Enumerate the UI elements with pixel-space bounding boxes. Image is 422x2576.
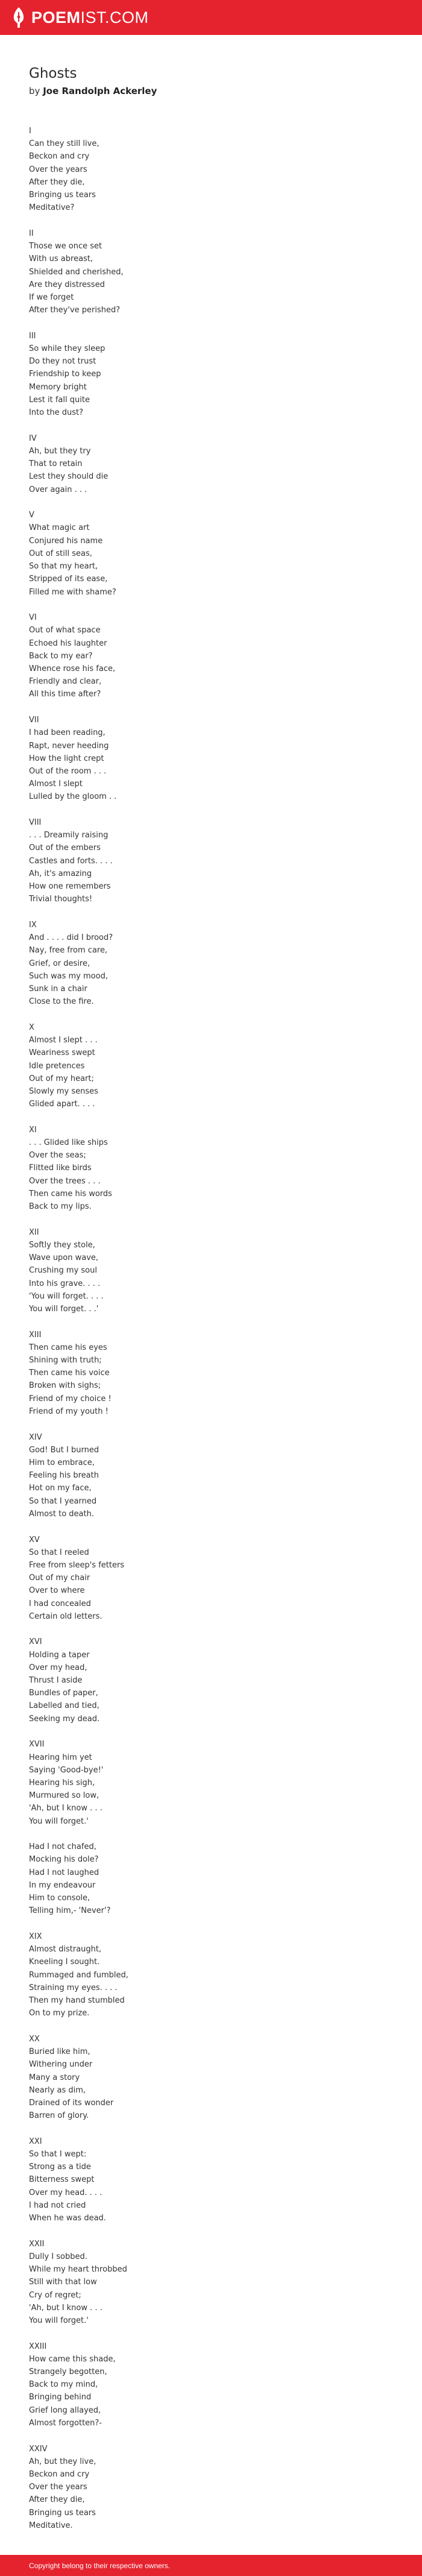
poem-line: Feeling his breath xyxy=(29,1471,99,1481)
poem-line: Withering under xyxy=(29,2060,93,2070)
poem-line: You will forget.' xyxy=(29,2316,89,2325)
poem-line: Out of the embers xyxy=(29,843,101,853)
poem-line: How came this shade, xyxy=(29,2354,116,2364)
poem-line: Ah, but they live, xyxy=(29,2457,96,2466)
poem-line: XVII xyxy=(29,1740,45,1749)
poem-line: Echoed his laughter xyxy=(29,638,107,648)
poem-line: Meditative. xyxy=(29,2521,73,2530)
copyright-text: Copyright belong to their respective owners. xyxy=(29,2562,171,2570)
stanza xyxy=(29,816,391,905)
poem-line: 'You will forget. . . . xyxy=(29,1291,104,1301)
poem-line: You will forget.' xyxy=(29,1816,89,1826)
poem-line: X xyxy=(29,1022,34,1032)
poem-line: Grief long allayed, xyxy=(29,2405,101,2415)
poem-line: XII xyxy=(29,1227,39,1237)
poem-line: Over to where xyxy=(29,1586,85,1596)
poem-line: Over the trees . . . xyxy=(29,1176,101,1186)
poem-line: Over the years xyxy=(29,165,87,174)
poem-line: Out of my heart; xyxy=(29,1074,94,1083)
poem-line: I xyxy=(29,127,31,136)
author-link[interactable]: Joe Randolph Ackerley xyxy=(43,86,157,96)
poem-line: Almost I slept . . . xyxy=(29,1036,98,1045)
poem-line: Seeking my dead. xyxy=(29,1714,100,1724)
poem-content xyxy=(29,65,391,2545)
poem-line: Kneeling I sought. xyxy=(29,1957,100,1967)
poem-line: So while they sleep xyxy=(29,344,106,354)
poem-line: So that my heart, xyxy=(29,562,98,572)
poem-line: Then came his voice xyxy=(29,1368,110,1378)
poem-line: Bundles of paper, xyxy=(29,1689,98,1698)
poem-line: XIII xyxy=(29,1330,42,1340)
poem-line: 'Ah, but I know . . . xyxy=(29,1804,102,1813)
stanza xyxy=(29,1021,391,1110)
poem-line: Almost to death. xyxy=(29,1509,94,1519)
poem-line: Hearing him yet xyxy=(29,1752,92,1762)
stanza xyxy=(29,2238,391,2327)
site-logo[interactable] xyxy=(11,7,149,28)
poem-line: How the light crept xyxy=(29,754,104,763)
poem-line: Then came his words xyxy=(29,1189,112,1198)
poem-line: Into the dust? xyxy=(29,408,83,418)
poem-line: Crushing my soul xyxy=(29,1266,97,1276)
poem-line: Castles and forts. . . . xyxy=(29,856,113,866)
poem-line: Thrust I aside xyxy=(29,1676,83,1686)
poem-line: I had not cried xyxy=(29,2200,86,2210)
poem-line: Lest they should die xyxy=(29,472,109,482)
poem-line: XXIII xyxy=(29,2341,47,2351)
poem-line: IX xyxy=(29,920,37,930)
poem-line: VI xyxy=(29,613,37,623)
poem-line: Back to my ear? xyxy=(29,651,93,661)
poem-line: Rapt, never heeding xyxy=(29,741,109,751)
poem-line: Almost forgotten?- xyxy=(29,2418,102,2428)
stanza xyxy=(29,1226,391,1315)
stanza xyxy=(29,432,391,496)
poem-line: Straining my eyes. . . . xyxy=(29,1983,118,1992)
poem-line: Ah, but they try xyxy=(29,446,91,456)
poem-line: Slowly my senses xyxy=(29,1086,98,1096)
poem-line: You will forget. . .' xyxy=(29,1304,99,1314)
poem-line: Over the seas; xyxy=(29,1151,86,1160)
poem-line: After they've perished? xyxy=(29,306,121,315)
poem-line: Certain old letters. xyxy=(29,1611,102,1621)
poem-line: Trivial thoughts! xyxy=(29,895,93,904)
poem-line: Telling him,- 'Never'? xyxy=(29,1906,111,1916)
poem-line: Over again . . . xyxy=(29,485,87,494)
poem-line: XXI xyxy=(29,2137,42,2146)
logo-text xyxy=(31,8,149,27)
poem-line: Shielded and cherished, xyxy=(29,267,124,277)
poem-line: Lulled by the gloom . . xyxy=(29,792,117,802)
stanza xyxy=(29,1636,391,1725)
poem-line: Friend of my youth ! xyxy=(29,1406,109,1416)
poem-line: Bitterness swept xyxy=(29,2175,95,2185)
poem-line: Then came his eyes xyxy=(29,1343,107,1352)
poem-line: XVI xyxy=(29,1637,42,1647)
poem-line: If we forget xyxy=(29,292,74,302)
poem-line: . . . Glided like ships xyxy=(29,1138,108,1148)
stanza xyxy=(29,1431,391,1520)
poem-line: Out of my chair xyxy=(29,1573,90,1583)
poem-line: . . . Dreamily raising xyxy=(29,831,109,840)
byline xyxy=(29,85,391,97)
poem-line: Mocking his dole? xyxy=(29,1855,99,1865)
poem-line: II xyxy=(29,228,34,238)
stanza xyxy=(29,330,391,419)
poem-line: XIX xyxy=(29,1932,42,1941)
poem-line: Almost distraught, xyxy=(29,1945,102,1954)
poem-line: Friendship to keep xyxy=(29,370,101,379)
poem-line: Close to the fire. xyxy=(29,997,94,1007)
poem-line: XV xyxy=(29,1535,40,1545)
poem-line: Drained of its wonder xyxy=(29,2098,114,2108)
poem-line: XXIV xyxy=(29,2444,48,2454)
stanza xyxy=(29,714,391,803)
by-label: by xyxy=(29,86,40,96)
poem-line: Over my head. . . . xyxy=(29,2188,102,2197)
stanza xyxy=(29,125,391,214)
poem-line: Memory bright xyxy=(29,382,87,392)
poem-line: Saying 'Good-bye!' xyxy=(29,1765,104,1775)
poem-line: Do they not trust xyxy=(29,357,96,367)
poem-line: Flitted like birds xyxy=(29,1164,92,1173)
poem-line: Stripped of its ease, xyxy=(29,575,108,584)
poem-line: What magic art xyxy=(29,523,90,533)
poem-line: 'Ah, but I know . . . xyxy=(29,2303,102,2313)
poem-line: When he was dead. xyxy=(29,2214,106,2223)
poem-line: III xyxy=(29,331,36,341)
poem-line: In my endeavour xyxy=(29,1880,96,1890)
poem-line: While my heart throbbed xyxy=(29,2265,127,2275)
stanza xyxy=(29,509,391,598)
poem-line: After they die, xyxy=(29,177,85,187)
poem-line: Shining with truth; xyxy=(29,1356,102,1365)
stanza xyxy=(29,1534,391,1623)
poem-line: That to retain xyxy=(29,459,83,469)
poem-line: Those we once set xyxy=(29,242,102,251)
stanza xyxy=(29,1930,391,2020)
poem-line: Grief, or desire, xyxy=(29,959,90,968)
poem-line: Over the years xyxy=(29,2483,87,2492)
poem-line: Friendly and clear, xyxy=(29,677,102,687)
stanza xyxy=(29,2033,391,2122)
stanza xyxy=(29,2340,391,2430)
poem-line: XX xyxy=(29,2034,40,2044)
poem-line: Rummaged and fumbled, xyxy=(29,1970,128,1980)
poem-line: Free from sleep's fetters xyxy=(29,1560,125,1570)
footer xyxy=(0,2555,422,2576)
poem-line: Labelled and tied, xyxy=(29,1701,99,1711)
poem-line: Had I not chafed, xyxy=(29,1842,96,1852)
stanza xyxy=(29,611,391,701)
poem-line: IV xyxy=(29,433,37,443)
stanza xyxy=(29,919,391,1008)
stanza xyxy=(29,1329,391,1418)
poem-line: Filled me with shame? xyxy=(29,587,116,597)
poem-line: Out of the room . . . xyxy=(29,766,107,776)
poem-line: Bringing us tears xyxy=(29,2508,96,2518)
poem-line: Ah, it's amazing xyxy=(29,869,92,878)
poem-line: Almost I slept xyxy=(29,779,83,789)
poem-line: Buried like him, xyxy=(29,2047,90,2057)
poem-line: Bringing us tears xyxy=(29,191,96,200)
quill-pen-icon xyxy=(11,7,27,28)
poem-line: Weariness swept xyxy=(29,1048,95,1058)
poem-line: On to my prize. xyxy=(29,2009,90,2018)
poem-line: Idle pretences xyxy=(29,1061,85,1071)
poem-line: Can they still live, xyxy=(29,139,99,149)
poem-line: With us abreast, xyxy=(29,254,93,264)
poem-line: Had I not laughed xyxy=(29,1868,99,1877)
poem-line: VII xyxy=(29,716,39,725)
poem-line: Lest it fall quite xyxy=(29,395,90,405)
poem-line: Hearing his sigh, xyxy=(29,1778,95,1787)
poem-line: Sunk in a chair xyxy=(29,984,87,994)
stanza xyxy=(29,2443,391,2532)
stanza xyxy=(29,227,391,316)
poem-line: Cry of regret; xyxy=(29,2290,81,2300)
logo-text-light: IST.COM xyxy=(80,8,149,27)
poem-line: Him to console, xyxy=(29,1894,90,1903)
poem-body xyxy=(29,125,391,2532)
poem-line: XIV xyxy=(29,1432,42,1442)
poem-line: Back to my lips. xyxy=(29,1202,92,1212)
poem-line: VIII xyxy=(29,818,42,828)
poem-line: Softly they stole, xyxy=(29,1240,95,1250)
poem-line: V xyxy=(29,511,34,520)
poem-line: Such was my mood, xyxy=(29,971,108,981)
poem-line: Into his grave. . . . xyxy=(29,1279,101,1288)
poem-line: All this time after? xyxy=(29,690,101,699)
poem-line: So that I yearned xyxy=(29,1496,97,1506)
poem-line: Strangely begotten, xyxy=(29,2367,107,2377)
poem-line: XXII xyxy=(29,2239,45,2249)
stanza xyxy=(29,1841,391,1917)
poem-line: I had been reading, xyxy=(29,728,106,738)
poem-line: Many a story xyxy=(29,2073,80,2082)
poem-line: So that I reeled xyxy=(29,1548,89,1557)
poem-line: Conjured his name xyxy=(29,536,103,546)
poem-line: Bringing behind xyxy=(29,2393,92,2402)
poem-line: Murmured so low, xyxy=(29,1791,99,1801)
poem-line: Meditative? xyxy=(29,203,75,213)
poem-line: Out of still seas, xyxy=(29,549,92,558)
poem-line: Nearly as dim, xyxy=(29,2085,86,2095)
poem-line: Are they distressed xyxy=(29,280,105,289)
poem-line: Holding a taper xyxy=(29,1650,90,1660)
poem-line: And . . . . did I brood? xyxy=(29,933,113,943)
poem-line: Beckon and cry xyxy=(29,152,90,162)
logo-text-strong: POEM xyxy=(31,8,81,27)
poem-line: After they die, xyxy=(29,2495,85,2505)
poem-line: Still with that low xyxy=(29,2278,97,2287)
poem-line: Beckon and cry xyxy=(29,2470,90,2479)
poem-line: Nay, free from care, xyxy=(29,946,108,956)
poem-line: Glided apart. . . . xyxy=(29,1100,95,1109)
stanza xyxy=(29,1124,391,1213)
poem-line: Dully I sobbed. xyxy=(29,2252,87,2261)
poem-line: So that I wept: xyxy=(29,2150,87,2159)
poem-line: Wave upon wave, xyxy=(29,1253,99,1263)
poem-title: Ghosts xyxy=(29,66,77,81)
poem-line: Friend of my choice ! xyxy=(29,1394,112,1403)
poem-line: Him to embrace, xyxy=(29,1458,95,1467)
poem-line: Hot on my face, xyxy=(29,1484,92,1493)
stanza xyxy=(29,2135,391,2225)
top-bar xyxy=(0,0,422,35)
poem-line: How one remembers xyxy=(29,882,111,892)
poem-line: Barren of glory. xyxy=(29,2111,89,2121)
poem-line: Back to my mind, xyxy=(29,2380,98,2390)
poem-line: Strong as a tide xyxy=(29,2162,91,2172)
poem-line: Broken with sighs; xyxy=(29,1381,101,1391)
poem-line: Then my hand stumbled xyxy=(29,1996,125,2005)
poem-line: God! But I burned xyxy=(29,1445,99,1455)
poem-line: XI xyxy=(29,1125,37,1135)
poem-line: Whence rose his face, xyxy=(29,664,116,674)
poem-line: Out of what space xyxy=(29,626,101,635)
poem-line: I had concealed xyxy=(29,1599,91,1608)
poem-line: Over my head, xyxy=(29,1663,87,1672)
stanza xyxy=(29,1738,391,1827)
